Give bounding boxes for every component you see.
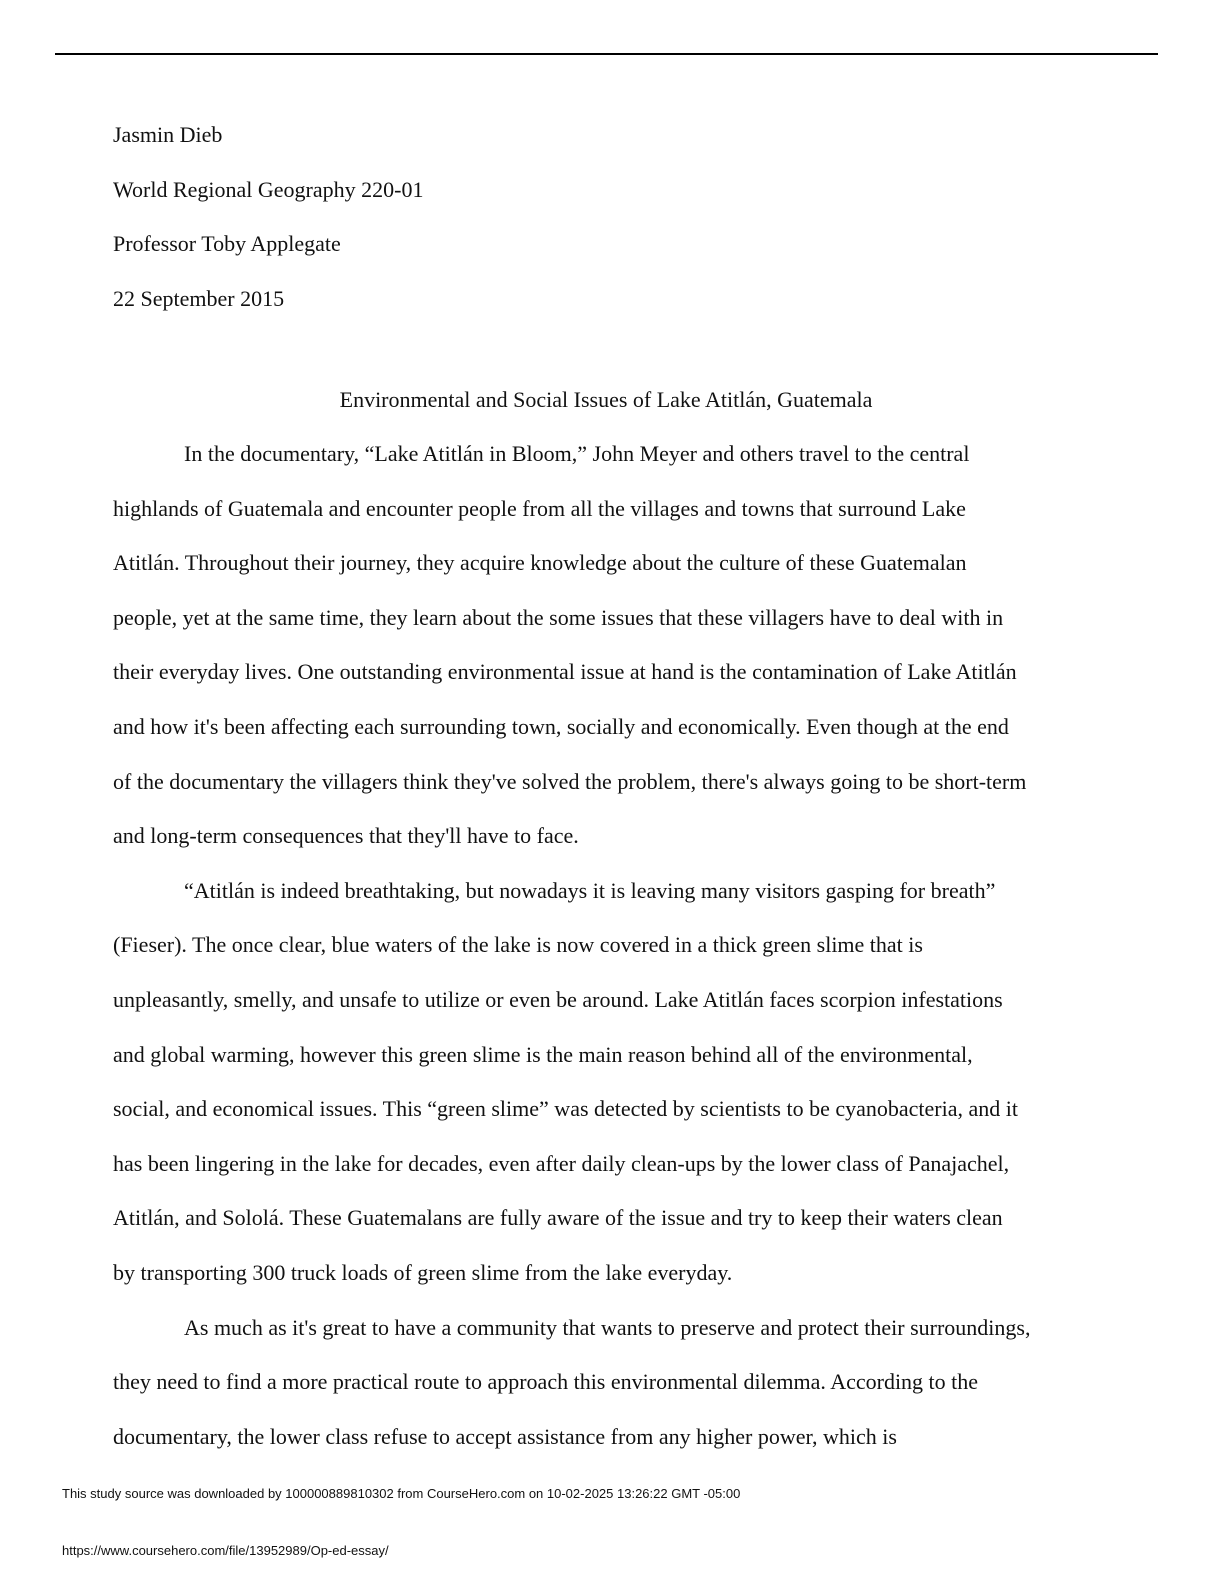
- download-notice: This study source was downloaded by 100000889810302 from CourseHero.com on 10-02-2025 13:26:22 GMT -05:00: [62, 1486, 741, 1501]
- essay-header: [113, 108, 1113, 326]
- paragraph-1-line: Atitlán. Throughout their journey, they acquire knowledge about the culture of these Guatemalan: [113, 550, 967, 576]
- paragraph-1-line: and long-term consequences that they'll have to face.: [113, 823, 579, 849]
- top-rule: [55, 53, 1158, 55]
- course-name: World Regional Geography 220-01: [113, 176, 424, 202]
- paragraph-1-line: highlands of Guatemala and encounter people from all the villages and towns that surround Lake: [113, 495, 966, 521]
- paragraph-2-line: unpleasantly, smelly, and unsafe to utilize or even be around. Lake Atitlán faces scorpion infestations: [113, 986, 1003, 1012]
- paragraph-3-line: they need to find a more practical route to approach this environmental dilemma. According to the: [113, 1369, 979, 1395]
- paragraph-1-line: In the documentary, “Lake Atitlán in Bloom,” John Meyer and others travel to the central: [184, 441, 970, 466]
- paragraph-2-line: by transporting 300 truck loads of green slime from the lake everyday.: [113, 1259, 733, 1285]
- professor-name: Professor Toby Applegate: [113, 231, 341, 256]
- essay-title: Environmental and Social Issues of Lake Atitlán, Guatemala: [339, 387, 873, 412]
- paragraph-2-line: and global warming, however this green slime is the main reason behind all of the environmental,: [113, 1041, 973, 1067]
- source-url[interactable]: https://www.coursehero.com/file/13952989/Op-ed-essay/: [62, 1543, 389, 1558]
- paragraph-3-line: As much as it's great to have a community that wants to preserve and protect their surroundings,: [184, 1314, 1031, 1340]
- essay-date: 22 September 2015: [113, 285, 285, 311]
- paragraph-1-line: of the documentary the villagers think they've solved the problem, there's always going to be short-term: [113, 768, 1027, 794]
- author-name: Jasmin Dieb: [113, 122, 223, 147]
- essay-body: [113, 427, 1113, 1464]
- paragraph-1-line: and how it's been affecting each surrounding town, socially and economically. Even though at the end: [113, 713, 1009, 739]
- paragraph-1-line: their everyday lives. One outstanding environmental issue at hand is the contamination of Lake Atitlán: [113, 659, 1017, 685]
- paragraph-2-line: has been lingering in the lake for decades, even after daily clean-ups by the lower class of Panajachel,: [113, 1150, 1010, 1176]
- paragraph-2-line: social, and economical issues. This “green slime” was detected by scientists to be cyanobacteria, and it: [113, 1096, 1018, 1122]
- paragraph-1-line: people, yet at the same time, they learn about the some issues that these villagers have to deal with in: [113, 604, 1004, 630]
- paragraph-2-line: Atitlán, and Sololá. These Guatemalans are fully aware of the issue and try to keep their waters clean: [113, 1205, 1003, 1231]
- paragraph-3-line: documentary, the lower class refuse to accept assistance from any higher power, which is: [113, 1423, 897, 1449]
- paragraph-2-line: “Atitlán is indeed breathtaking, but nowadays it is leaving many visitors gasping for breath”: [184, 877, 996, 903]
- paragraph-2-line: (Fieser). The once clear, blue waters of the lake is now covered in a thick green slime that is: [113, 932, 923, 958]
